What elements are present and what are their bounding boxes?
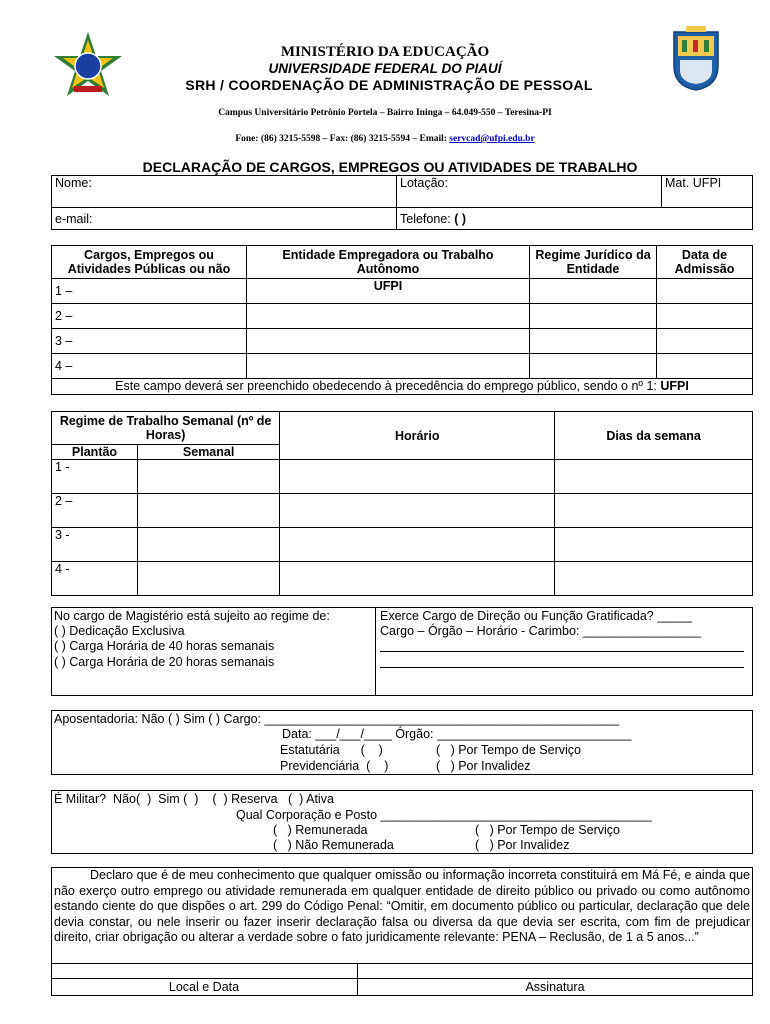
declaration-text: Declaro que é de meu conhecimento que qualquer omissão ou informação incorreta constituirá em Má Fé, e ainda que não exerço outro emprego ou atividade remunerada em qualquer entidade de direito público ou privado ou como autônomo estando ciente do que dispões o art. 299 do Código Penal: “Omitir, em documento público ou particular, declaração que dele devia constar, ou nele inserir ou fazer inserir declaração falsa ou diversa da que devia ser escrita, com fim de prejudicar direito, criar obrigação ou alterar a verdade sobre o fato juridicamente relevante: PENA – Reclusão, de 1 a 5 anos...” — [54, 868, 750, 945]
magisterio-option-20h[interactable]: ( ) Carga Horária de 20 horas semanais — [54, 655, 275, 669]
telefone-field[interactable] — [397, 208, 753, 230]
schedule-cell[interactable] — [555, 494, 753, 528]
schedule-cell[interactable] — [555, 528, 753, 562]
jobs-header-entidade: Entidade Empregadora ou Trabalho Autônomo — [247, 246, 530, 279]
militar-line1[interactable]: É Militar? Não( ) Sim ( ) ( ) Reserva ( ) Ativa — [54, 792, 334, 806]
jobs-row-number: 1 – — [52, 279, 247, 304]
jobs-cell[interactable] — [530, 279, 657, 304]
magisterio-option-de[interactable]: ( ) Dedicação Exclusiva — [54, 624, 185, 638]
direcao-question: Exerce Cargo de Direção ou Função Gratificada? _____ — [380, 609, 692, 623]
schedule-row-number: 3 - — [52, 528, 138, 562]
aposentadoria-tempo-servico[interactable]: ( ) Por Tempo de Serviço — [436, 743, 581, 757]
jobs-table — [51, 245, 753, 395]
email-link[interactable]: servcad@ufpi.edu.br — [449, 134, 535, 144]
aposentadoria-invalidez[interactable]: ( ) Por Invalidez — [436, 759, 531, 773]
direcao-cargo-line[interactable]: Cargo – Órgão – Horário - Carimbo: _________________ — [380, 624, 702, 638]
schedule-header-plantao: Plantão — [52, 445, 138, 460]
magisterio-option-40h[interactable]: ( ) Carga Horária de 40 horas semanais — [54, 639, 275, 653]
schedule-cell[interactable] — [555, 562, 753, 596]
jobs-note-text: Este campo deverá ser preenchido obedecendo à precedência do emprego público, sendo o nº 1: — [115, 379, 657, 393]
mat-ufpi-field[interactable]: Mat. UFPI — [662, 176, 753, 208]
jobs-cell[interactable] — [657, 329, 753, 354]
schedule-row-number: 1 - — [52, 460, 138, 494]
schedule-cell[interactable] — [138, 562, 280, 596]
schedule-cell[interactable] — [138, 460, 280, 494]
university-title: UNIVERSIDADE FEDERAL DO PIAUÍ — [268, 61, 502, 76]
jobs-note — [52, 379, 753, 395]
jobs-cell[interactable] — [657, 304, 753, 329]
jobs-cell[interactable] — [657, 279, 753, 304]
jobs-row1-entity[interactable]: UFPI — [247, 279, 530, 304]
jobs-cell[interactable] — [657, 354, 753, 379]
aposentadoria-previdenciaria[interactable]: Previdenciária ( ) — [280, 759, 389, 773]
schedule-row-number: 4 - — [52, 562, 138, 596]
name-field[interactable]: Nome: — [52, 176, 397, 208]
militar-corporacao[interactable]: Qual Corporação e Posto _______________________________________ — [236, 808, 652, 822]
jobs-note-ufpi: UFPI — [660, 379, 689, 393]
jobs-header-regime: Regime Jurídico da Entidade — [530, 246, 657, 279]
schedule-header-dias: Dias da semana — [555, 412, 753, 460]
schedule-cell[interactable] — [280, 460, 555, 494]
identification-table — [51, 175, 753, 230]
aposentadoria-line1[interactable]: Aposentadoria: Não ( ) Sim ( ) Cargo: ___________________________________________________ — [54, 712, 620, 726]
magisterio-divider — [375, 607, 376, 696]
telefone-paren: ( ) — [454, 211, 467, 226]
jobs-cell[interactable] — [247, 354, 530, 379]
schedule-header-semanal: Semanal — [138, 445, 280, 460]
jobs-header-cargos: Cargos, Empregos ou Atividades Públicas ou não — [52, 246, 247, 279]
schedule-cell[interactable] — [280, 562, 555, 596]
lotacao-field[interactable]: Lotação: — [397, 176, 662, 208]
contact-phones: Fone: (86) 3215-5598 – Fax: (86) 3215-5594 – Email: — [235, 134, 450, 144]
jobs-header-admissao: Data de Admissão — [657, 246, 753, 279]
telefone-label: Telefone: — [400, 211, 451, 226]
jobs-cell[interactable] — [530, 354, 657, 379]
document-title: DECLARAÇÃO DE CARGOS, EMPREGOS OU ATIVIDADES DE TRABALHO — [142, 159, 638, 175]
militar-nao-remunerada[interactable]: ( ) Não Remunerada — [273, 838, 394, 852]
declaration-divider — [51, 963, 753, 964]
schedule-header-horario: Horário — [280, 412, 555, 460]
email-field[interactable]: e-mail: — [52, 208, 397, 230]
direcao-blank-line[interactable] — [380, 651, 744, 652]
jobs-cell[interactable] — [530, 329, 657, 354]
signature-row-divider — [51, 978, 753, 979]
aposentadoria-estatutaria[interactable]: Estatutária ( ) — [280, 743, 383, 757]
local-data-label[interactable]: Local e Data — [168, 980, 240, 994]
schedule-row-number: 2 – — [52, 494, 138, 528]
jobs-row-number: 2 – — [52, 304, 247, 329]
militar-remunerada[interactable]: ( ) Remunerada — [273, 823, 368, 837]
assinatura-label[interactable]: Assinatura — [525, 980, 585, 994]
schedule-header-regime: Regime de Trabalho Semanal (nº de Horas) — [52, 412, 280, 445]
ministry-title: MINISTÉRIO DA EDUCAÇÃO — [280, 44, 490, 60]
jobs-cell[interactable] — [247, 304, 530, 329]
aposentadoria-data-orgao[interactable]: Data: ___/___/____ Órgão: ____________________________ — [282, 727, 632, 741]
schedule-cell[interactable] — [138, 528, 280, 562]
jobs-cell[interactable] — [247, 329, 530, 354]
jobs-cell[interactable] — [530, 304, 657, 329]
militar-tempo-servico[interactable]: ( ) Por Tempo de Serviço — [475, 823, 620, 837]
magisterio-question: No cargo de Magistério está sujeito ao regime de: — [54, 609, 330, 623]
jobs-row-number: 3 – — [52, 329, 247, 354]
schedule-cell[interactable] — [280, 494, 555, 528]
contact-line — [0, 132, 770, 146]
department-title: SRH / COORDENAÇÃO DE ADMINISTRAÇÃO DE PESSOAL — [185, 77, 593, 93]
schedule-cell[interactable] — [555, 460, 753, 494]
militar-invalidez[interactable]: ( ) Por Invalidez — [475, 838, 570, 852]
schedule-cell[interactable] — [280, 528, 555, 562]
jobs-row-number: 4 – — [52, 354, 247, 379]
schedule-cell[interactable] — [138, 494, 280, 528]
campus-address: Campus Universitário Petrônio Portela – Bairro Ininga – 64.049-550 – Teresina-PI — [218, 108, 552, 118]
schedule-table — [51, 411, 753, 596]
direcao-blank-line[interactable] — [380, 667, 744, 668]
